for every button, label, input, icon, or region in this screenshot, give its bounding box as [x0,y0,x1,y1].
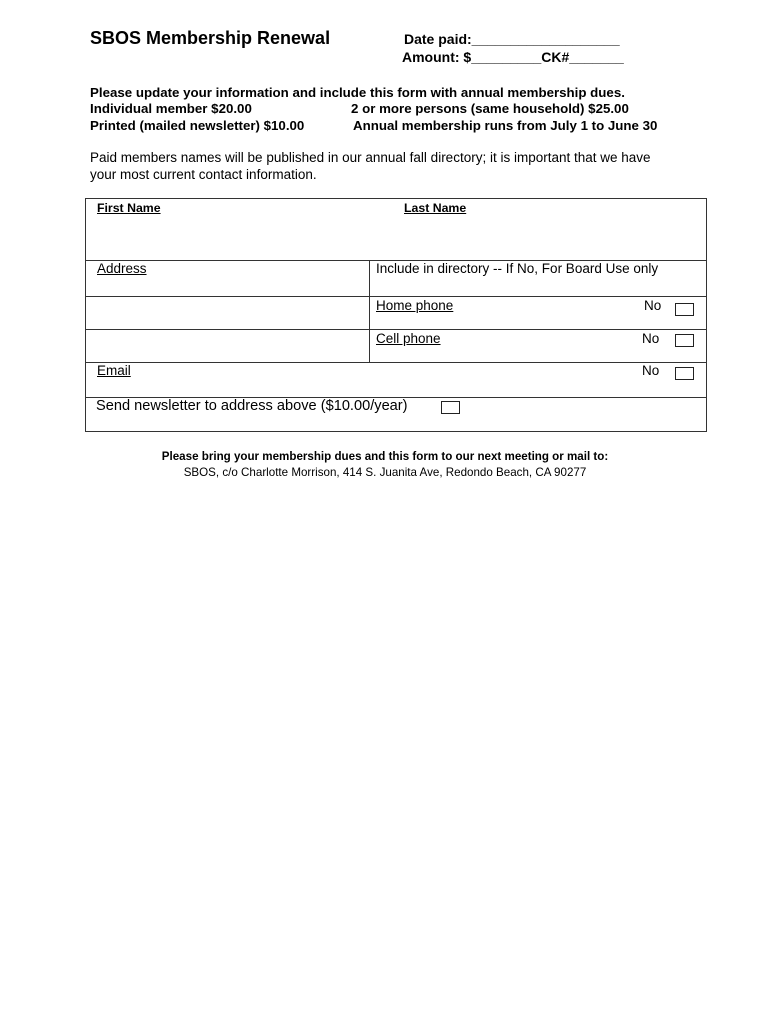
row-divider [86,329,706,330]
home-phone-label[interactable]: Home phone [376,298,454,313]
page-title: SBOS Membership Renewal [90,28,331,48]
newsletter-label: Send newsletter to address above ($10.00/year) [96,398,408,414]
column-divider [369,260,370,362]
row-divider [86,296,706,297]
mail-instruction: Please bring your membership dues and this form to our next meeting or mail to: [161,450,609,463]
email-label[interactable]: Email [97,363,131,378]
cell-phone-no-checkbox[interactable] [675,334,694,347]
amount-field: Amount: $_________CK#_______ [402,49,624,65]
email-no-checkbox[interactable] [675,367,694,380]
cell-phone-no-label: No [642,331,660,346]
membership-period: Annual membership runs from July 1 to June 30 [353,118,658,133]
home-phone-no-label: No [644,298,662,313]
newsletter-checkbox[interactable] [441,401,460,414]
home-phone-no-checkbox[interactable] [675,303,694,316]
email-no-label: No [642,363,660,378]
individual-fee: Individual member $20.00 [90,101,252,116]
mailing-address: SBOS, c/o Charlotte Morrison, 414 S. Juanita Ave, Redondo Beach, CA 90277 [183,466,587,479]
date-paid-field: Date paid:___________________ [404,31,620,47]
cell-phone-label[interactable]: Cell phone [376,331,441,346]
last-name-label[interactable]: Last Name [404,201,467,215]
row-divider [86,362,706,363]
update-instruction: Please update your information and include this form with annual membership dues. [90,85,625,100]
contact-form-table [85,198,707,432]
printed-newsletter-fee: Printed (mailed newsletter) $10.00 [90,118,305,133]
first-name-label[interactable]: First Name [97,201,161,215]
household-fee: 2 or more persons (same household) $25.00 [351,101,629,116]
address-label[interactable]: Address [97,261,147,276]
directory-notice-line2: your most current contact information. [90,167,317,182]
directory-notice-line1: Paid members names will be published in our annual fall directory; it is important that we have [90,150,651,165]
include-directory-label: Include in directory -- If No, For Board Use only [376,261,659,276]
